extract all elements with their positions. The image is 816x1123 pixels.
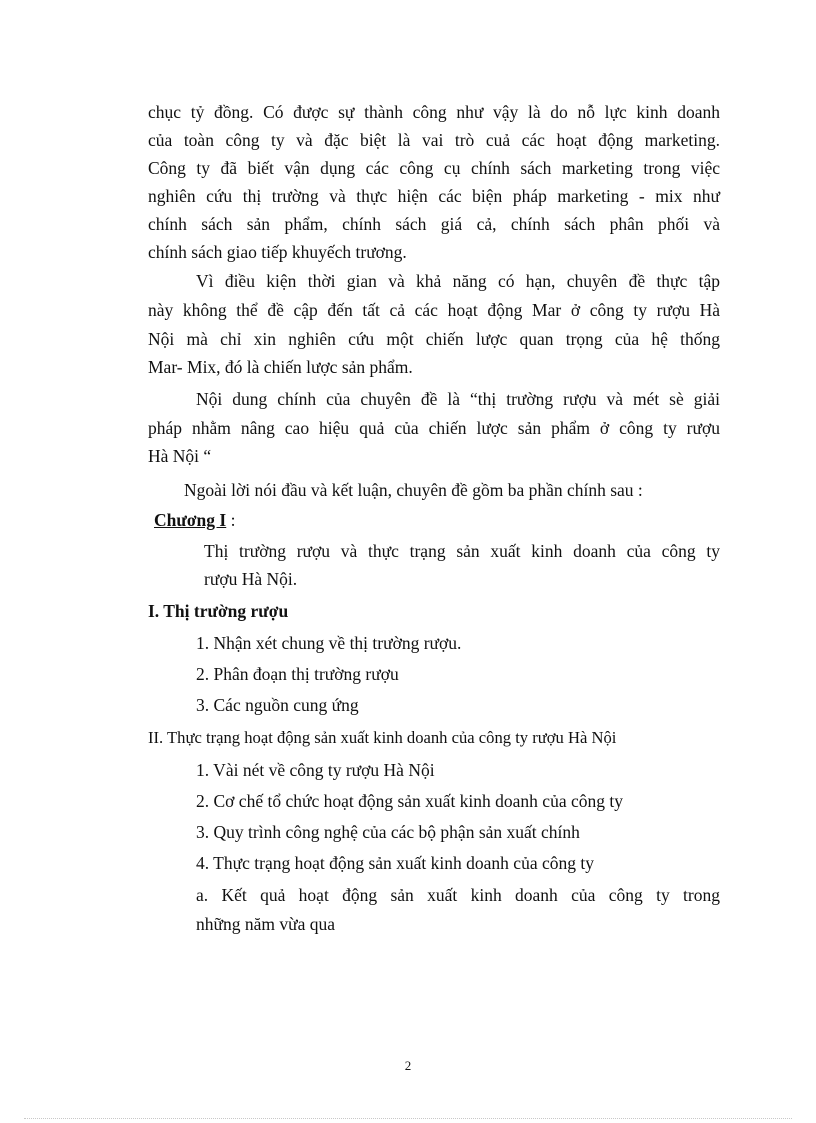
section-2-sub-a-line-2: những năm vừa qua — [196, 914, 336, 934]
paragraph-2-line-3: Nội mà chỉ xin nghiên cứu một chiến lược quan trọng của hệ thống — [148, 329, 720, 349]
page-number: 2 — [404, 1058, 412, 1073]
paragraph-2-line-1: Vì điều kiện thời gian và khả năng có hạn, chuyên đề thực tập — [196, 271, 720, 291]
paragraph-2-line-2: này không thể đề cập đến tất cả các hoạt động Mar ở công ty rượu Hà — [148, 300, 720, 320]
section-2-item-3: 3. Quy trình công nghệ của các bộ phận sản xuất chính — [196, 822, 580, 842]
section-2-item-4: 4. Thực trạng hoạt động sản xuất kinh doanh của công ty — [196, 853, 594, 873]
paragraph-1-line-4: nghiên cứu thị trường và thực hiện các biện pháp marketing - mix như — [148, 186, 720, 206]
section-1-item-1: 1. Nhận xét chung về thị trường rượu. — [196, 633, 462, 653]
section-2-item-2: 2. Cơ chế tổ chức hoạt động sản xuất kinh doanh của công ty — [196, 791, 623, 811]
paragraph-2-line-4: Mar- Mix, đó là chiến lược sản phẩm. — [148, 357, 413, 377]
paragraph-1-line-6: chính sách giao tiếp khuyếch trương. — [148, 242, 407, 262]
paragraph-3-line-2: pháp nhằm nâng cao hiệu quả của chiến lược sản phẩm ở công ty rượu — [148, 418, 720, 438]
chapter-heading — [154, 506, 726, 534]
section-1-title: I. Thị trường rượu — [148, 601, 289, 621]
paragraph-1-line-3: Công ty đã biết vận dụng các công cụ chính sách marketing trong việc — [148, 158, 720, 178]
paragraph-1-line-1: chục tỷ đồng. Có được sự thành công như vậy là do nỗ lực kinh doanh — [148, 102, 720, 122]
paragraph-3-line-3: Hà Nội “ — [148, 446, 212, 466]
chapter-desc-line-1: Thị trường rượu và thực trạng sản xuất kinh doanh của công ty — [204, 541, 720, 561]
footer-divider — [24, 1118, 792, 1119]
chapter-suffix: : — [226, 510, 236, 530]
paragraph-1-line-2: của toàn công ty và đặc biệt là vai trò cuả các hoạt động marketing. — [148, 130, 720, 150]
section-1-item-3: 3. Các nguồn cung ứng — [196, 695, 359, 715]
paragraph-3-line-1: Nội dung chính của chuyên đề là “thị trường rượu và mét sè giải — [196, 389, 720, 409]
chapter-label: Chương I — [154, 510, 227, 530]
section-2-sub-a-line-1: a. Kết quả hoạt động sản xuất kinh doanh của công ty trong — [196, 885, 720, 905]
paragraph-4: Ngoài lời nói đầu và kết luận, chuyên đề gồm ba phần chính sau : — [184, 480, 643, 500]
chapter-desc-line-2: rượu Hà Nội. — [204, 569, 298, 589]
section-1-item-2: 2. Phân đoạn thị trường rượu — [196, 664, 399, 684]
section-2-title: II. Thực trạng hoạt động sản xuất kinh doanh của công ty rượu Hà Nội — [148, 728, 617, 747]
section-2-item-1: 1. Vài nét về công ty rượu Hà Nội — [196, 760, 435, 780]
paragraph-1-line-5: chính sách sản phẩm, chính sách giá cả, chính sách phân phối và — [148, 214, 720, 234]
